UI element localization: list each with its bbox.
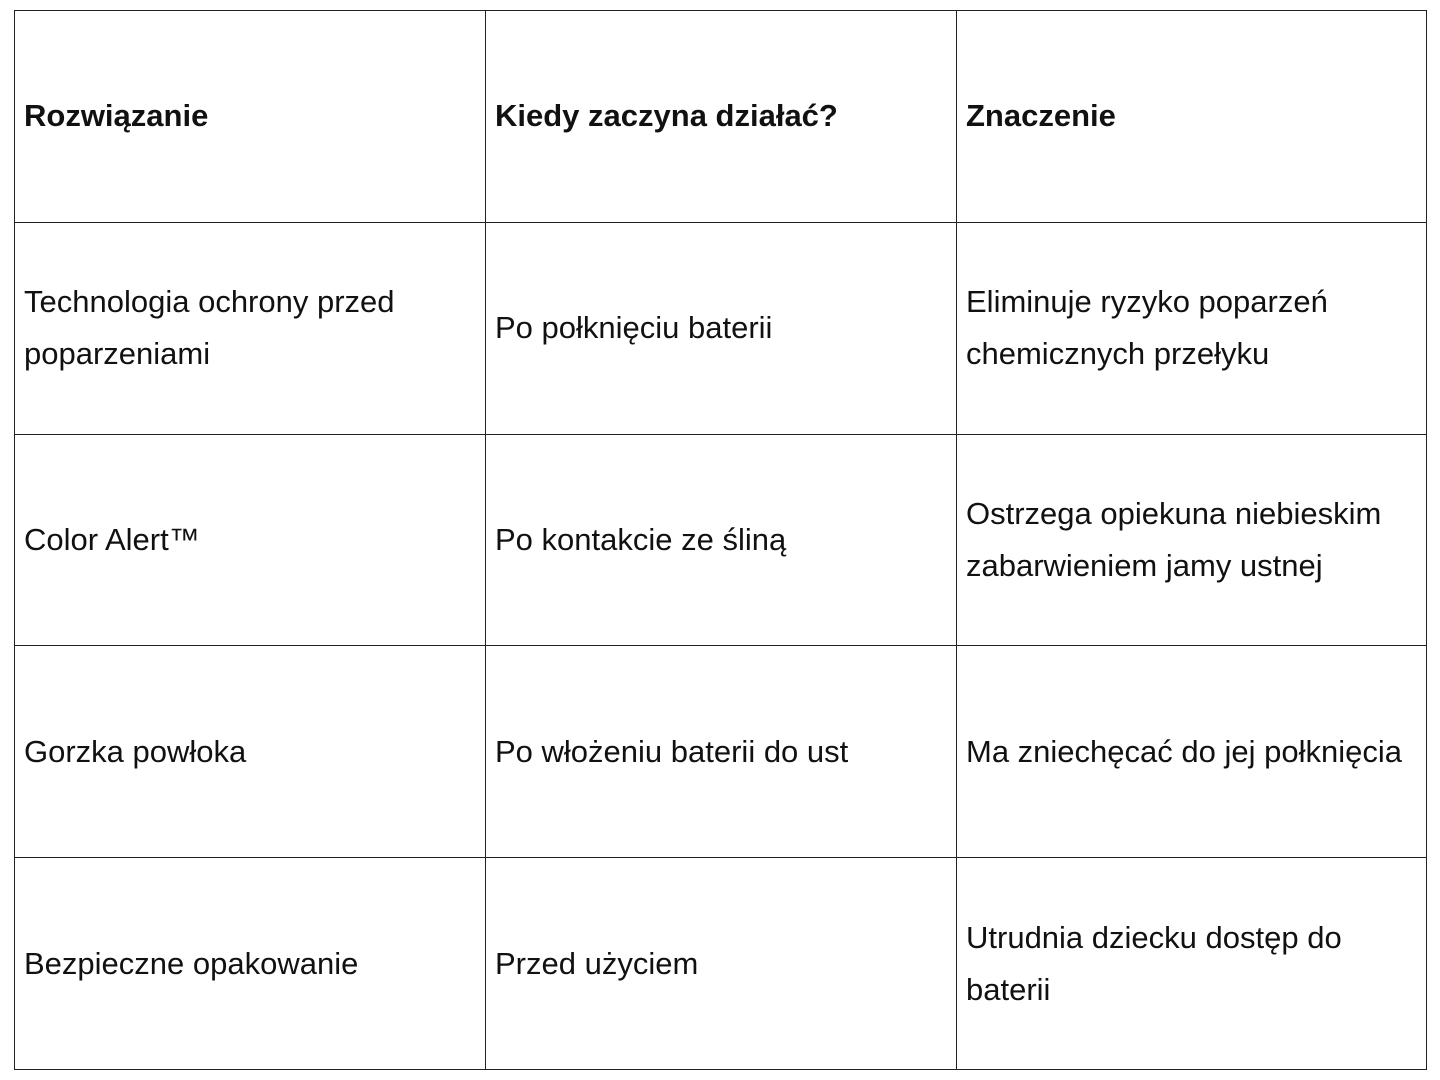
table-cell: Po włożeniu baterii do ust (486, 646, 957, 858)
header-cell-meaning: Znaczenie (957, 11, 1427, 223)
table-cell: Utrudnia dziecku dostęp do baterii (957, 858, 1427, 1070)
header-cell-solution: Rozwiązanie (15, 11, 486, 223)
table-cell: Ostrzega opiekuna niebieskim zabarwieniem jamy ustnej (957, 434, 1427, 646)
table-row (15, 434, 1427, 646)
table-header-row (15, 11, 1427, 223)
table-cell: Po kontakcie ze śliną (486, 434, 957, 646)
header-cell-when: Kiedy zaczyna działać? (486, 11, 957, 223)
table-row (15, 858, 1427, 1070)
table-cell: Gorzka powłoka (15, 646, 486, 858)
table-cell: Po połknięciu baterii (486, 222, 957, 434)
table-cell: Color Alert™ (15, 434, 486, 646)
table-cell: Przed użyciem (486, 858, 957, 1070)
comparison-table (14, 10, 1427, 1070)
table-row (15, 646, 1427, 858)
table-cell: Eliminuje ryzyko poparzeń chemicznych przełyku (957, 222, 1427, 434)
table-cell: Bezpieczne opakowanie (15, 858, 486, 1070)
table-row (15, 222, 1427, 434)
table-cell: Technologia ochrony przed poparzeniami (15, 222, 486, 434)
table-cell: Ma zniechęcać do jej połknięcia (957, 646, 1427, 858)
